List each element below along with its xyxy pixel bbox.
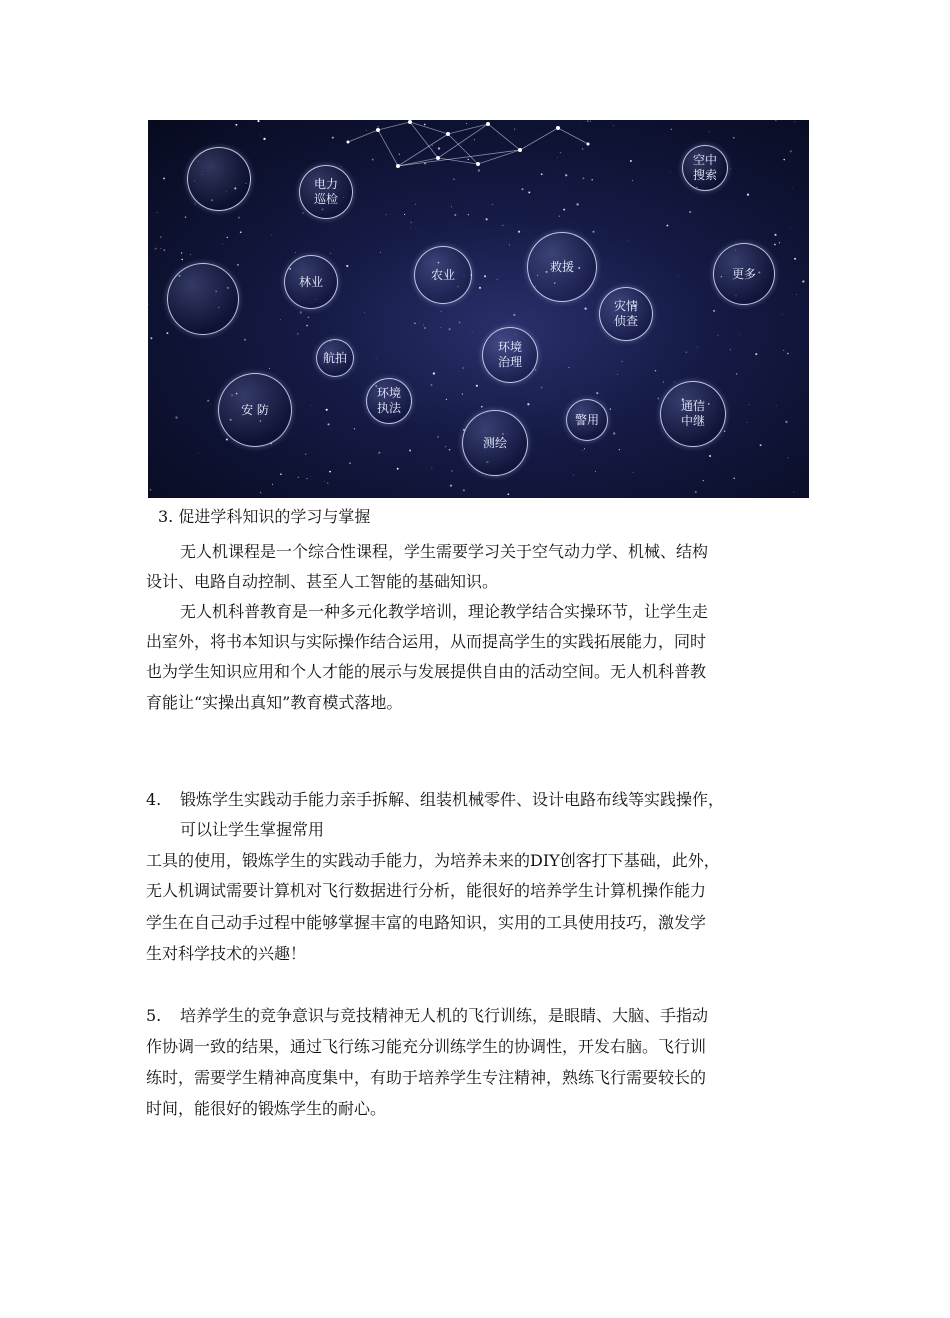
star — [207, 400, 209, 402]
star — [703, 480, 704, 481]
star — [298, 477, 299, 478]
star — [590, 121, 591, 122]
star — [463, 489, 465, 491]
star — [155, 248, 157, 250]
star — [472, 332, 473, 333]
star — [432, 145, 433, 146]
star — [330, 253, 331, 254]
star — [619, 449, 620, 450]
star — [305, 453, 306, 454]
star — [227, 237, 228, 238]
star — [424, 124, 426, 126]
bubble-blank-2 — [167, 263, 239, 335]
section4-line6: 生对科学技术的兴趣！ — [146, 944, 307, 963]
star — [349, 462, 351, 464]
star — [397, 468, 399, 470]
star — [454, 214, 456, 216]
star — [364, 313, 365, 314]
section4-line1: 锻炼学生实践动手能力亲手拆解、组装机械零件、设计电路布线等实践操作， — [180, 790, 725, 809]
star — [451, 206, 452, 207]
star — [793, 491, 794, 492]
star — [468, 214, 469, 215]
star — [587, 120, 588, 121]
star — [190, 254, 191, 255]
star — [632, 180, 633, 181]
star — [438, 147, 440, 149]
star — [342, 497, 343, 498]
star — [580, 123, 581, 124]
star — [195, 203, 196, 204]
bubble-rescue: 救援 — [527, 232, 597, 302]
star — [736, 373, 737, 374]
star — [569, 367, 570, 368]
star — [329, 471, 331, 473]
star — [445, 446, 446, 447]
star — [582, 148, 584, 150]
star — [297, 333, 299, 335]
star — [792, 187, 793, 188]
star — [576, 203, 578, 205]
bubble-air-search: 空中 搜索 — [682, 145, 728, 191]
star — [346, 265, 348, 267]
star — [686, 351, 688, 353]
section3-paragraph2-line2: 出室外，将书本知识与实际操作结合运用，从而提高学生的实践拓展能力，同时 — [146, 632, 707, 651]
star — [441, 327, 442, 328]
star — [414, 323, 415, 324]
star — [584, 448, 585, 449]
star — [527, 403, 529, 405]
star — [521, 188, 523, 190]
section4-line2: 可以让学生掌握常用 — [180, 820, 325, 839]
star — [366, 130, 367, 131]
star — [150, 337, 152, 339]
star — [272, 484, 273, 485]
star — [222, 244, 223, 245]
star — [415, 204, 416, 205]
star — [689, 211, 691, 213]
star — [509, 244, 510, 245]
bubble-blank-1 — [187, 147, 251, 211]
star — [497, 279, 498, 280]
star — [404, 214, 405, 215]
star — [237, 264, 239, 266]
bubble-environment-governance: 环境 治理 — [482, 327, 538, 383]
star — [734, 478, 735, 479]
star — [592, 231, 594, 233]
section4-line5: 学生在自己动手过程中能够掌握丰富的电路知识，实用的工具使用技巧，激发学 — [146, 913, 707, 932]
star — [484, 275, 486, 277]
bubble-aerial-photo: 航拍 — [316, 339, 354, 377]
star — [433, 372, 435, 374]
star — [235, 124, 237, 126]
star — [557, 174, 558, 175]
star — [150, 489, 152, 491]
star — [595, 471, 596, 472]
star — [502, 225, 503, 226]
section3-paragraph2-line1: 无人机科普教育是一种多元化教学培训，理论教学结合实操环节，让学生走 — [180, 602, 709, 621]
star — [783, 350, 784, 351]
section5-line2: 作协调一致的结果，通过飞行练习能充分训练学生的协调性，开发右脑。飞行训 — [146, 1037, 707, 1056]
bubble-power-inspection: 电力 巡检 — [299, 165, 353, 219]
star — [584, 307, 586, 309]
star — [462, 367, 464, 369]
star — [627, 241, 628, 242]
star — [160, 248, 161, 249]
star — [613, 432, 615, 434]
star — [300, 311, 302, 313]
star — [583, 177, 585, 179]
star — [678, 275, 679, 276]
star — [794, 258, 796, 260]
star — [787, 457, 788, 458]
star — [166, 332, 168, 334]
star — [238, 217, 240, 219]
star — [295, 252, 296, 253]
star — [156, 212, 157, 213]
star — [280, 473, 282, 475]
star — [760, 444, 762, 446]
star — [478, 169, 480, 171]
star — [559, 216, 560, 217]
star — [160, 236, 162, 238]
star — [449, 449, 451, 451]
banner-image — [148, 120, 809, 498]
star — [386, 214, 387, 215]
star — [591, 179, 593, 181]
star — [467, 159, 468, 160]
star — [431, 384, 433, 386]
star — [269, 368, 270, 369]
star — [244, 339, 246, 341]
section5-line4: 时间，能很好的锻炼学生的耐心。 — [146, 1099, 387, 1118]
section4-line3: 工具的使用，锻炼学生的实践动手能力，为培养未来的DIY创客打下基础，此外， — [146, 851, 720, 870]
star — [657, 397, 659, 399]
star — [790, 150, 792, 152]
star — [199, 453, 200, 454]
star — [240, 231, 242, 233]
section5-line1: 培养学生的竞争意识与竞技精神无人机的飞行训练，是眼睛、大脑、手指动 — [180, 1006, 709, 1025]
bubble-security: 安 防 — [218, 373, 292, 447]
star — [378, 126, 379, 127]
star — [308, 316, 310, 318]
bubble-agriculture: 农业 — [414, 246, 472, 304]
star — [271, 235, 272, 236]
star — [785, 421, 787, 423]
star — [518, 231, 520, 233]
star — [181, 259, 182, 260]
star — [613, 125, 614, 126]
star — [441, 311, 442, 312]
star — [573, 475, 574, 476]
star — [481, 406, 483, 408]
star — [775, 120, 776, 121]
star — [755, 353, 757, 355]
star — [535, 369, 536, 370]
star — [181, 252, 182, 253]
star — [565, 174, 567, 176]
star — [695, 491, 697, 493]
star — [717, 335, 718, 336]
star — [528, 191, 530, 193]
star — [399, 153, 401, 155]
star — [563, 209, 565, 211]
star — [327, 482, 328, 483]
star — [163, 177, 165, 179]
star — [446, 399, 447, 400]
star — [790, 228, 791, 229]
star — [630, 160, 632, 162]
star — [476, 385, 478, 387]
star — [582, 450, 583, 451]
star — [185, 216, 187, 218]
star — [250, 346, 251, 347]
section4-line4: 无人机调试需要计算机对飞行数据进行分析，能很好的培养学生计算机操作能力 — [146, 881, 707, 900]
star — [514, 129, 515, 130]
star — [663, 382, 664, 383]
star — [670, 171, 671, 172]
star — [749, 404, 750, 405]
star — [787, 353, 788, 354]
bubble-forestry: 林业 — [284, 255, 338, 309]
star — [257, 120, 259, 122]
star — [802, 280, 804, 282]
star — [596, 392, 598, 394]
star — [311, 405, 312, 406]
star — [164, 249, 166, 251]
star — [411, 227, 412, 228]
star — [380, 252, 381, 253]
star — [409, 450, 411, 452]
star — [175, 416, 177, 418]
star — [423, 324, 424, 325]
bubble-more: 更多 — [713, 243, 775, 305]
star — [782, 314, 783, 315]
star — [779, 242, 780, 243]
star — [326, 409, 328, 411]
star — [306, 325, 308, 327]
star — [376, 358, 377, 359]
star — [507, 493, 509, 495]
star — [541, 173, 543, 175]
section3-paragraph1-line2: 设计、电路自动控制、甚至人工智能的基础知识。 — [146, 572, 499, 591]
star — [776, 405, 777, 406]
star — [667, 225, 669, 227]
star — [306, 478, 307, 479]
section3-paragraph1-line1: 无人机课程是一个综合性课程，学生需要学习关于空气动力学、机械、结构 — [180, 542, 709, 561]
star — [617, 374, 618, 375]
section3-heading: 3. 促进学科知识的学习与掌握 — [158, 507, 371, 526]
section3-paragraph2-line3: 也为学生知识应用和个人才能的展示与发展提供自由的活动空间。无人机科普教 — [146, 662, 707, 681]
star — [492, 204, 493, 205]
star — [724, 431, 725, 432]
star — [730, 349, 731, 350]
star — [774, 244, 776, 246]
star — [513, 314, 515, 316]
star — [747, 193, 749, 195]
star — [324, 481, 325, 482]
section5-line3: 练时，需要学生精神高度集中，有助于培养学生专注精神，熟练飞行需要较长的 — [146, 1068, 707, 1087]
star — [783, 159, 784, 160]
star — [372, 159, 374, 161]
star — [378, 452, 380, 454]
star — [713, 310, 715, 312]
star — [474, 139, 475, 140]
star — [621, 361, 622, 362]
section3-paragraph2-line4: 育能让“实操出真知”教育模式落地。 — [146, 693, 403, 712]
star — [674, 381, 675, 382]
star — [671, 129, 672, 130]
star — [354, 428, 355, 429]
star — [633, 472, 634, 473]
star — [560, 152, 561, 153]
star — [424, 327, 426, 329]
section5-number: 5. — [146, 1006, 162, 1025]
star — [260, 492, 261, 493]
star — [655, 370, 657, 372]
star — [796, 294, 797, 295]
star — [733, 137, 735, 139]
bubble-police: 警用 — [566, 399, 608, 441]
star — [280, 319, 281, 320]
star — [774, 234, 776, 236]
bubble-communication-relay: 通信 中继 — [660, 381, 726, 447]
bubble-surveying: 测绘 — [462, 410, 528, 476]
bubble-disaster-detection: 灾情 侦查 — [599, 287, 653, 341]
star — [747, 422, 748, 423]
star — [263, 138, 265, 140]
star — [557, 157, 558, 158]
star — [610, 408, 611, 409]
star — [462, 394, 463, 395]
star — [148, 303, 149, 304]
star — [697, 347, 698, 348]
star — [450, 485, 452, 487]
star — [451, 470, 453, 472]
star — [226, 438, 228, 440]
bubble-environment-enforcement: 环境 执法 — [366, 378, 412, 424]
star — [497, 476, 498, 477]
star — [459, 322, 461, 324]
star — [448, 328, 450, 330]
star — [437, 436, 438, 437]
star — [709, 131, 710, 132]
star — [341, 166, 342, 167]
star — [453, 178, 454, 179]
star — [479, 287, 481, 289]
star — [730, 168, 731, 169]
star — [259, 134, 260, 135]
star — [739, 335, 740, 336]
star — [709, 455, 711, 457]
star — [795, 122, 796, 123]
star — [410, 222, 412, 224]
star — [302, 212, 303, 213]
section4-number: 4. — [146, 790, 162, 809]
star — [431, 468, 432, 469]
star — [486, 218, 488, 220]
star — [327, 423, 329, 425]
star — [332, 137, 334, 139]
star — [466, 123, 467, 124]
star — [541, 387, 543, 389]
